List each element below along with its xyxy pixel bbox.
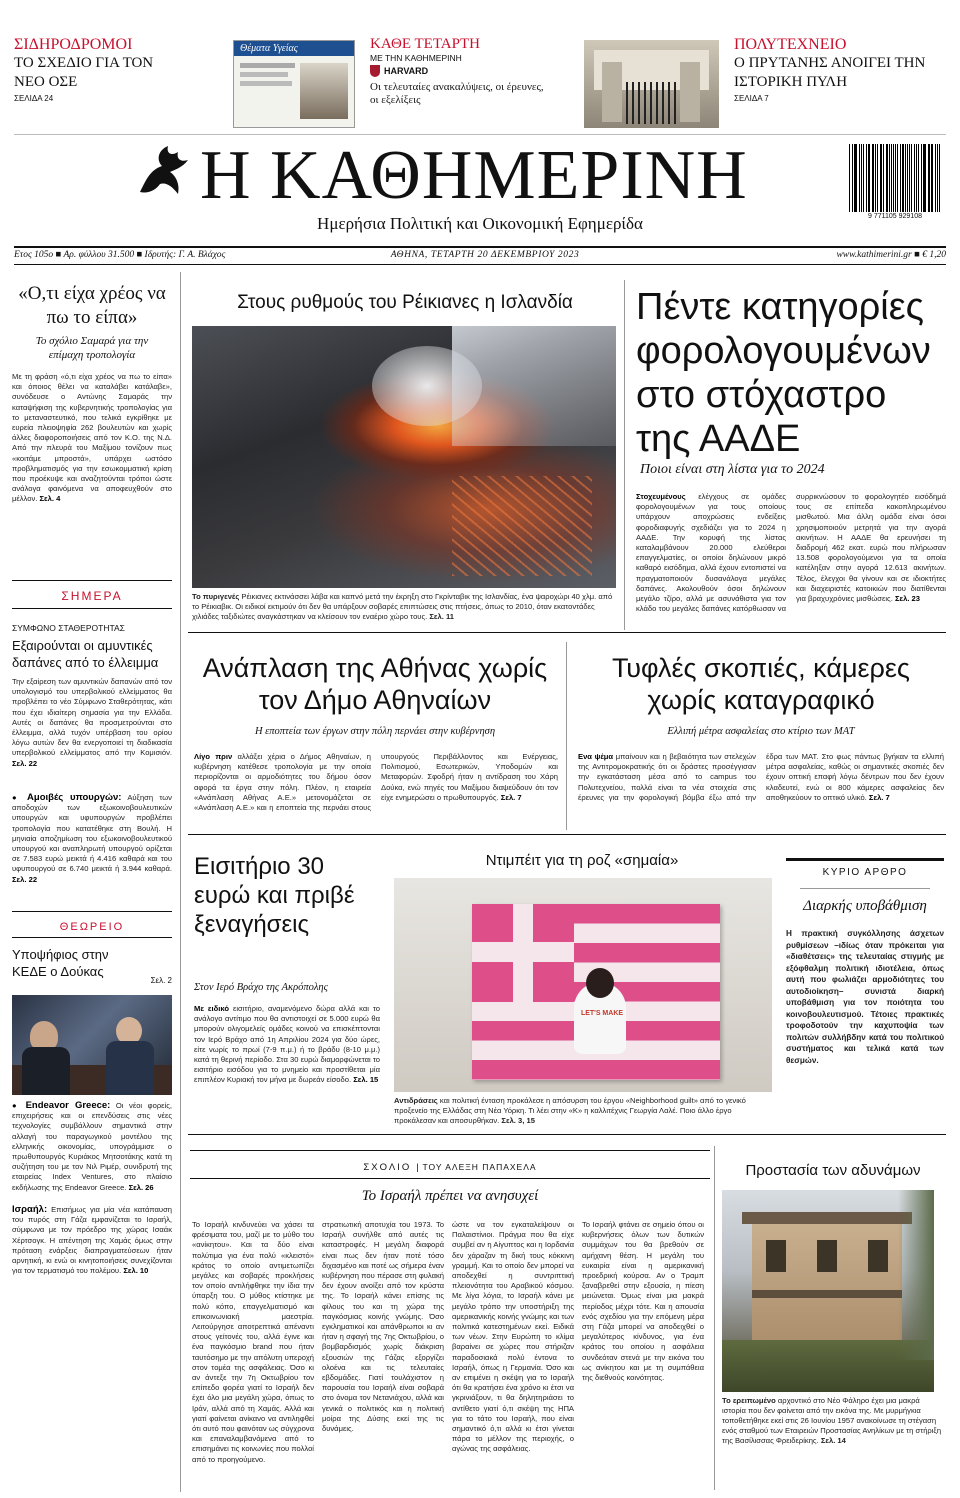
- griffin-logo-icon: [132, 140, 194, 204]
- barcode-bar: [939, 144, 940, 212]
- flag-title[interactable]: Ντιμπέιτ για τη ροζ «σημαία»: [485, 852, 679, 869]
- teaser-page: ΣΕΛΙΔΑ 24: [14, 94, 54, 103]
- teaser-title: ΤΟ ΣΧΕΔΙΟ ΓΙΑ ΤΟΝ ΝΕΟ ΟΣΕ: [14, 55, 154, 90]
- blind-spots-text: Ενα ψέμα μπαίνουν και η βεβαιότητα των στελεχών της Αντιτρομοκρατικής ότι οι δράστες προσέγγισαν την εγκατάσταση μέσα από το campus του Πολυτεχνείου, πολλά είναι τα νέα στοιχεία στις έρευνες για την φορολογική βόμβα έξω από την έδρα των ΜΑΤ. Στο φως πάντως βγήκαν τα ελλιπή μέτρα ασφαλείας, καθώς οι σημαντικές σκοπιές δεν έχουν οπτική επαφή λόγω δέντρων που δεν έχουν κλαδευτεί, ενώ οι 800 κάμερες ασφαλείας δεν αποθηκεύουν το οπτικό υλικό. Σελ. 7: [578, 752, 944, 802]
- editorial-text: Η πρακτική συγκόλλησης άσχετων ρυθμίσεων –ιδίως όταν πρόκειται για «διαθέτσεις» της τελευταίας στιγμής με εξόφθαλμη πολιτική ιδιοτέλεια, όπως αυτή που φωλιάζει αρμοδιότητες του αυτοδιοίκηση– συνιστά διαρκή υποβάθμιση για τον ποιότητα του κοινοβουλευτισμού. Τέτοιες πρακτικές τροφοδοτούν την καχυποψία των πολιτών συλλήβδην κατά του πολιτικού συστήματος και τελικά κατά των θεσμών.: [786, 929, 944, 1065]
- barcode-bar: [877, 144, 878, 212]
- iceland-title[interactable]: Στους ρυθμούς του Ρέικιανες η Ισλανδία: [237, 292, 573, 313]
- barcode-bar: [916, 144, 917, 212]
- israel-text: Ισραήλ: Επισήμως για μία νέα κατάπαυση του πυρός στη Γάζα εμφανίζεται το Ισραήλ, σύμφωνα με τον πρόεδρο της χώρας Ισαάκ Χέρτσογκ. Η απέντηση της Χαμάς όμως στην πρόταση ενάρξεις διαπραγματεύσεων ήταν αρνητική, κι ενώ οι κινητοποιήσεις συνεχίζονται για τον τερματισμό του πολέμου. Σελ. 10: [12, 1205, 172, 1276]
- barcode-bar: [869, 144, 870, 212]
- pact-title[interactable]: Εξαιρούνται οι αμυντικές δαπάνες από το έλλειμμα: [12, 638, 159, 670]
- teaser-title: Ο ΠΡΥΤΑΝΗΣ ΑΝΟΙΓΕΙ ΤΗΝ ΙΣΤΟΡΙΚΗ ΠΥΛΗ: [734, 55, 926, 90]
- barcode-bar: [928, 144, 929, 212]
- barcode-digits: 9 771105 929108: [868, 213, 922, 220]
- endeavor-text: ● Endeavor Greece: Οι νέοι φορείς, επιχειρήσεις και οι επενδύσεις στις νέες τεχνολογίες συμβάλλουν σημαντικά στην αλλαγή του παραγωγικού μοντέλου της ελληνικής οικονομίας, υπογράμμισε ο πρωθυπουργός Κυριάκος Μητσοτάκης κατά τη συζήτηση του με τον Νιλ Ριμέρ, συνιδρυτή της εταιρείας Index Ventures, στο πλαίσιο εκδήλωσης της Endeavor Greece. Σελ. 26: [12, 1101, 172, 1192]
- flag-caption: Αντιδράσεις και πολιτική ένταση προκάλεσε η απόσυρση του έργου «Neighborhood guilt» από το γενικό προξενείο της Ελλάδας στη Νέα Υόρκη. Τι λέει στην «Κ» η καλλιτέχνις Γεωργία Λαλέ. Ποιο άλλο έργο προκάλεσαν και αποσυρθήκαν. Σελ. 3, 15: [394, 1096, 746, 1125]
- lead-text: Στοχευμένους ελέγχους σε ομάδες φορολογουμένων για τους οποίους υπάρχουν αποχρώσεις ενδείξεις φοροδιαφυγής σχεδιάζει για το 2024 η ΑΑΔΕ. Την κορυφή της λίστας καταλαμβάνουν 20.000 ελεύθεροι επαγγελματίες, οι οποίοι δηλώνουν μικρό καθαρό εισόδημα, αλλά έχουν εντοπιστεί να πραγματοποιούν δυσανάλογα μεγάλες δαπάνες. Ακολουθούν όσοι δηλώνουν μεγάλο τζίρο, αλλά με ασυνάθιστα για τον κλάδο του μεγάλες δαπάνες κατόρθωσαν να συρρικνώσουν το φορολογητέο εισόδημά τους σε επίπεδα κακοπληρωμένου μισθωτού. Μια άλλη ομάδα είναι όσοι χρησιμοποιούν μετρητά για την αγορά ακινήτων. Η ΑΑΔΕ θα ερευνήσει τη διαδρομή 462 εκατ. ευρώ που πλήρωσαν 13.508 φορολογούμενοι για τα οποία κατέληξαν στην αγορά 12.613 ακινήτων. Τέλος, έλεγχοι θα γίνουν και σε ιδιοκτήτες και διαχειριστές κατοικιών που διατίθενται για βραχυχρόνιες μισθώσεις. Σελ. 23: [636, 492, 946, 614]
- barcode-bar: [866, 144, 867, 212]
- teaser-sub: ΜΕ ΤΗΝ ΚΑΘΗΜΕΡΙΝΗ: [370, 53, 462, 63]
- comment-header: ΣΧΟΛΙΟ | ΤΟΥ ΑΛΕΞΗ ΠΑΠΑΧΕΛΑ: [190, 1150, 710, 1179]
- barcode-bar: [895, 144, 896, 212]
- comment-col-2: στρατιωτική αποτυχία του 1973. Το Ισραήλ συνήλθε από αυτές τις καταστροφές. Η μεγάλη διαφορά είναι πως δεν ήταν ποτέ τόσο διχασμένο και ποτέ ως σήμερα έναν κυβέρνηση που πέρασε στη φυλακή δεν έχουν ανοίξει από τον κρύστα της. Το Ισραήλ κάνει επίσης τις φίλους του και τη χώρα της παγκόσμιας κοινής γνώμης. Όσο εγκληματικοί και απάνθρωποι κι αν ήταν η σφαγή της 7ης Οκτωβρίου, ο βομβαρδισμός χωρίς διάκριση εξουσιών της Γάζας εξοργίζει ολοένα και τις τελευταίες εβδομάδες. Γιατί τουλάχιστον η παρουσία του Ισραήλ είναι σοβαρά στο όνομα τον Νετανιάχου, αλλά και γενικά ο πολιτικός και η πολιτική μοίρα της Δύσης εκεί της τις δυνάμεις.: [322, 1220, 444, 1434]
- protection-title[interactable]: Προστασία των αδυνάμων: [745, 1162, 921, 1179]
- barcode-bar: [872, 144, 874, 212]
- masthead-right-info: www.kathimerini.gr ■ € 1,20: [836, 250, 946, 260]
- barcode-bar: [931, 144, 933, 212]
- masthead-subtitle: Ημερήσια Πολιτική και Οικονομική Εφημερίδα: [317, 214, 643, 233]
- barcode-bar: [924, 144, 925, 212]
- teaser-harvard[interactable]: [370, 36, 560, 107]
- comment-col-1: Το Ισραήλ κινδυνεύει να χάσει τα φρέσιματα του, μαζί με το μύθο του «ανίκητου». Και τα δύο είναι πολύτιμα για ένα πολύ «κλειστό» κράτος το οποίο αντιμετωπίζει μεγάλες και σοβαρές προκλήσεις τον οποίο αντιλήφθηκε την ίδια την ύπαρξη του. Ο μύθος κτίστηκε με πολύ κόπο, επαγγελματισμό και επικοινωνιακή μαεστρία. Λειτούργησε αποτρεπτικά απέναντι στους γείτονές του, αλλά έγινε και ένα παγκόσμιο brand που ήταν ταυτόσημο με την απόλυτη υπεροχή στον τομέα της ασφάλειας. Όσο κι αν άντεξε την 7η Οκτωβρίου τον επίπεδο φορέα γιατί το Ισραήλ δεν έχει όλο μια μεγάλη χώρα, όπως το Ιράν, αλλά από τη Χαμάς. Αλλά και γιατί φαίνεται ανίκανο να αντιληφθεί ότι αυτό που φαινόταν ως σύγχρονα και επαναλαμβανόμενα από το επισημάνει τις κοινωνίες που πολλοί από το προηγούμενο.: [192, 1220, 314, 1464]
- iceland-volcano-photo: [192, 326, 616, 588]
- editorial-box[interactable]: [786, 858, 944, 1130]
- teaser-kicker: ΠΟΛΥΤΕΧΝΕΙΟ: [734, 36, 847, 53]
- theory-label: ΘΕΩΡΕΙΟ: [59, 921, 125, 933]
- samaras-quote-title[interactable]: «Ο,τι είχα χρέος να πω το είπα»: [18, 283, 166, 328]
- insert-photo: [300, 63, 348, 119]
- barcode-bar: [886, 144, 888, 212]
- barcode-bar: [883, 144, 884, 212]
- teaser-page: ΣΕΛΙΔΑ 7: [734, 94, 769, 103]
- barcode-bar: [900, 144, 901, 212]
- lead-title[interactable]: Πέντε κατηγορίες φορολογουμένων στο στόχαστρο της ΑΑΔΕ: [636, 286, 931, 460]
- harvard-shield-icon: [370, 65, 380, 77]
- insert-title: Θέματα Υγείας: [234, 41, 354, 56]
- barcode-bar: [911, 144, 912, 212]
- today-label: ΣΗΜΕΡΑ: [61, 589, 123, 603]
- barcode: [845, 144, 945, 224]
- barcode-bar: [863, 144, 864, 212]
- harvard-brand: HARVARD: [384, 66, 429, 76]
- barcode-bar: [937, 144, 938, 212]
- theory-title[interactable]: Υποψήφιος στην ΚΕΔΕ ο Δούκας: [12, 947, 109, 979]
- comment-label: ΣΧΟΛΙΟ: [363, 1162, 412, 1173]
- barcode-bar: [868, 144, 869, 212]
- theory-page: Σελ. 2: [150, 976, 172, 985]
- barcode-bar: [918, 144, 919, 212]
- barcode-bar: [905, 144, 906, 212]
- masthead-left-info: Ετος 105ο ■ Αρ. φύλλου 31.500 ■ Ιδρυτής: Γ. Α. Βλάχος: [14, 250, 226, 260]
- acropolis-ticket-title[interactable]: Εισιτήριο 30 ευρώ και πριβέ ξεναγήσεις: [194, 853, 355, 938]
- editorial-label: ΚΥΡΙΟ ΑΡΘΡΟ: [822, 867, 908, 878]
- barcode-bar: [893, 144, 894, 212]
- teaser-title: Οι τελευταίες ανακαλύψεις, οι έρευνες, οι εξελίξεις: [370, 81, 544, 106]
- ministers-pay-text: ● Αμοιβές υπουργών: Αύξηση των αποδοχών των εξωκοινοβουλευτικών υπουργών και υφυπουργών προβλέπει τροπολογία που κατατέθηκε στη Βουλή. Η μηνιαία αποζημίωση του εξωκοινοβουλευτικού υπουργού και αναπληρωτή υπουργού ορίζεται σε 7.583 ευρώ μεικτά ή 4.416 καθαρά και του υφυπουργού σε 6.740 μεικτά ή 3.944 καθαρά. Σελ. 22: [12, 793, 172, 884]
- comment-title[interactable]: Το Ισραήλ πρέπει να ανησυχεί: [361, 1188, 539, 1204]
- pact-kicker: ΣΥΜΦΩΝΟ ΣΤΑΘΕΡΟΤΗΤΑΣ: [12, 623, 125, 633]
- barcode-bar: [935, 144, 936, 212]
- shirt-text: LET'S MAKE: [580, 1010, 624, 1017]
- barcode-bar: [902, 144, 904, 212]
- barcode-bar: [875, 144, 876, 212]
- blind-spots-subtitle: Ελλιπή μέτρα ασφαλείας στο κτίριο των ΜΑΤ: [667, 726, 855, 737]
- barcode-bar: [891, 144, 892, 212]
- barcode-bar: [929, 144, 930, 212]
- masthead-title: Η ΚΑΘΗΜΕΡΙΝΗ: [200, 137, 748, 214]
- protection-caption: Το ερειπωμένο αρχοντικό στο Νέο Φάληρο έχει μια μακρά ιστορία που δεν φαίνεται από την εικόνα της. Με μυρμήγκια τοποθετήθηκε εκεί στις 26 Ιουνίου 1957 ανακοίνωσε τη στέγαση ενός σταθμού των Εταιρειών Προστασίας Ανηλίκων με τη στήριξη της Βασίλισσας Φρειδερίκης. Σελ. 14: [722, 1396, 942, 1445]
- barcode-bar: [852, 144, 853, 212]
- barcode-bar: [907, 144, 908, 212]
- comment-col-4: Το Ισραήλ φτάνει σε σημείο όπου οι κυβερνήσεις όλων των δυτικών συμμάχων του θα βρεθούν σε αμήχανη θέση. Η μεγάλη του ευκαιρία είναι η αμερικανική προεδρική κούρσα. Αν ο Τραμπ ξαναβρεθεί στην εξουσία, η πίεση μειώνεται. Όμως είναι μια μακρά περίοδος μέχρι τότε. Και η απουσία ενός σχεδίου για την επόμενη μέρα στη Γάζα μπορεί να αποδειχθεί ο μεγαλύτερος κίνδυνος, για ένα κράτος του οποίου η ασφάλεια συνδεόταν στενά με την εικόνα του ως ανίκητου και με τη συμπάθεια της διεθνούς κοινότητας.: [582, 1220, 704, 1383]
- barcode-bar: [909, 144, 910, 212]
- barcode-bar: [921, 144, 922, 212]
- barcode-bar: [861, 144, 862, 212]
- barcode-bar: [923, 144, 924, 212]
- blind-spots-title[interactable]: Τυφλές σκοπιές, κάμερες χωρίς καταγραφικό: [612, 653, 910, 715]
- masthead-date: ΑΘΗΝΑ, ΤΕΤΑΡΤΗ 20 ΔΕΚΕΜΒΡΙΟΥ 2023: [390, 250, 580, 260]
- lead-subtitle: Ποιοι είναι στη λίστα για το 2024: [640, 462, 825, 477]
- samaras-quote-sub: Το σχόλιο Σαμαρά για την επίμαχη τροπολογία: [35, 335, 149, 361]
- teaser-railways[interactable]: [14, 36, 214, 103]
- polytechnic-gate-photo: [584, 40, 719, 128]
- samaras-quote-text: Με τη φράση «ό,τι είχα χρέος να πω το είπα» και όποιος θέλει να καταλάβει κατάλαβε», συνόδευσε ο Αντώνης Σαμαράς την καταψήφιση της κυβερνητικής τροπολογίας για το μεταναστευτικό, που τελικά εγκρίθηκε με ευρεία πλειοψηφία 262 βουλευτών και χωρίς άλλες διαφοροποιήσεις από τον Κ.Ο. της Ν.Δ. Από την πλευρά του Μαξίμου τονίζουν πως «κοιτάμε μπροστά», υπάρχει ωστόσο προβληματισμός για την εσωκομματική κρίση που προέκυψε και αναζητούνται τρόποι ώστε ανάλογα φαινόμενα να αποφευχθούν στο μέλλον. Σελ. 4: [12, 372, 172, 504]
- barcode-bar: [880, 144, 881, 212]
- barcode-bar: [889, 144, 890, 212]
- barcode-bar: [855, 144, 857, 212]
- left-column: [12, 272, 172, 1494]
- barcode-bar: [914, 144, 916, 212]
- acropolis-ticket-subtitle: Στον Ιερό Βράχο της Ακρόπολης: [194, 982, 328, 993]
- pink-flag-photo: [394, 878, 772, 1092]
- teaser-kicker: ΚΑΘΕ ΤΕΤΑΡΤΗ: [370, 36, 480, 52]
- barcode-bar: [854, 144, 855, 212]
- editorial-title: Διαρκής υποβάθμιση: [800, 888, 930, 916]
- acropolis-ticket-text: Με ειδικό εισιτήριο, αναμενόμενο δώρα αλλά και το ανάλογο αντίτιμο που θα αντιστοιχεί σε 5.000 ευρώ θα μπορούν ολιγομελείς ομάδες κοινού να επισκέπτονται τον Ιερό Βράχο από 1η Απριλίου 2024 για δύο ώρες, είτε νωρίς το πρωί (7-9 π.μ.) ή το βράδυ (8-10 μ.μ.) κατά τη θερινή περίοδο. Στα 30 ευρώ διαμορφώνεται το εισιτήριο εισόδου για το μνημείο και προστίθεται μία επιπλέον Κυριακή τον μήνα με δωρεάν είσοδο. Σελ. 15: [194, 1004, 380, 1085]
- barcode-bar: [859, 144, 860, 212]
- teaser-polytechnic[interactable]: [734, 36, 949, 103]
- pact-text: Την εξαίρεση των αμυντικών δαπανών από τον υπολογισμό του υπερβολικού ελλείμματος θα προβλέπει το νέο Σύμφωνο Σταθερότητας, κάτι που έχει ιδιαίτερη σημασία για την Ελλάδα. Αυτές οι δαπάνες θα προσμετρούνται στο έλλειμμα, αλλά τυχόν υπέρβαση του ορίου λόγω αυτών δεν θα ενεργοποιεί τη διαδικασία υπερβολικού ελλείμματος από την Κομισιόν. Σελ. 22: [12, 677, 172, 768]
- athens-title[interactable]: Ανάπλαση της Αθήνας χωρίς τον Δήμο Αθηναίων: [202, 653, 548, 715]
- comment-col-3: ώστε να τον εγκαταλείψουν οι Παλαιστίνιοι. Πράγμα που θα είχε συμβεί αν η Αίγυπτος και η Ιορδανία δεν χάραζαν τη δική τους κόκκινη γραμμή. Και το οποίο δεν μπορεί να αποδεχθεί η συντριπτική πλειονότητα του Αραβικού κόσμου. Με λίγα λόγια, το Ισραήλ κάνει με μεγάλο τρόπο την υποστήριξη της αμερικανικής κοινής γνώμης και των πολιτικά κατεστημένων εκεί. Ειδικά των νέων. Στην Ευρώπη το κλίμα βαραίνει σε χώρες που στήριζαν παραδοσιακά πολύ έντονα το Ισραήλ, όπως η Γερμανία. Όσο και αν επιμένει η σκέψη για το Ισραήλ ότι θα κρατήσει ένα χρόνο κι έτσι να γκρινιάξουν, τι θα δηλητηριάσει το αντίθετο γιατί ό,τι σκέψη της ΗΠΑ για το τάτο του Ισραήλ, που είναι σημαντικό ό,τι αλλά κι έτσι γίνεται πάρα το μέλλον της περιοχής, ο αγώνας της ασφάλειας.: [452, 1220, 574, 1454]
- harvard-insert-thumb[interactable]: [233, 40, 355, 128]
- teaser-kicker: ΣΙΔΗΡΟΔΡΟΜΟΙ: [14, 36, 133, 53]
- endeavor-photo: [12, 995, 172, 1095]
- comment-author: ΤΟΥ ΑΛΕΞΗ ΠΑΠΑΧΕΛΑ: [422, 1162, 537, 1172]
- mansion-photo: [722, 1190, 934, 1392]
- iceland-caption: Το πυριγενές Ρέικιανες εκτινάσσει λάβα και καπνό μετά την έκρηξη στο Γκρίνταβικ της Ισλανδίας, ένα ψαροχώρι 40 χλμ. από το Ρέικιαβικ. Οι ειδικοί εκτιμούν ότι δεν θα υπάρξουν σοβαρές επιπτώσεις στις πτήσεις, όπως το 2010, όταν εκατοντάδες χιλιάδες ταξιδιώτες αναγκάστηκαν να κλείσουν τον εναέριο χώρο τους. Σελ. 11: [192, 592, 613, 621]
- athens-text: Λίγο πριν αλλάξει χέρια ο Δήμος Αθηναίων, η κυβέρνηση κατέθεσε τροπολογία με την οποία περιορίζονται οι αρμοδιότητες του δήμου όσον αφορά τα έργα στην πόλη. Πλέον, η εταιρεία «Ανάπλαση Αθήνας Α.Ε.» μετονομάζεται σε «Ανάπλαση Α.Ε.» και η εποπτεία της περνάει στους υπουργούς Περιβάλλοντος και Ενέργειας, Πολιτισμού, Εσωτερικών, Υποδομών και Μεταφορών. Σφοδρή ήταν η αντίδραση του Χάρη Δούκα, ενώ πηγές του Μαξίμου διαψεύδουν ότι τον είχε ενημερώσει ο πρωθυπουργός. Σελ. 7: [194, 752, 558, 813]
- barcode-bar: [881, 144, 882, 212]
- barcode-bar: [897, 144, 898, 212]
- athens-subtitle: Η εποπτεία των έργων στην πόλη περνάει στην κυβέρνηση: [254, 726, 496, 737]
- barcode-bar: [849, 144, 850, 212]
